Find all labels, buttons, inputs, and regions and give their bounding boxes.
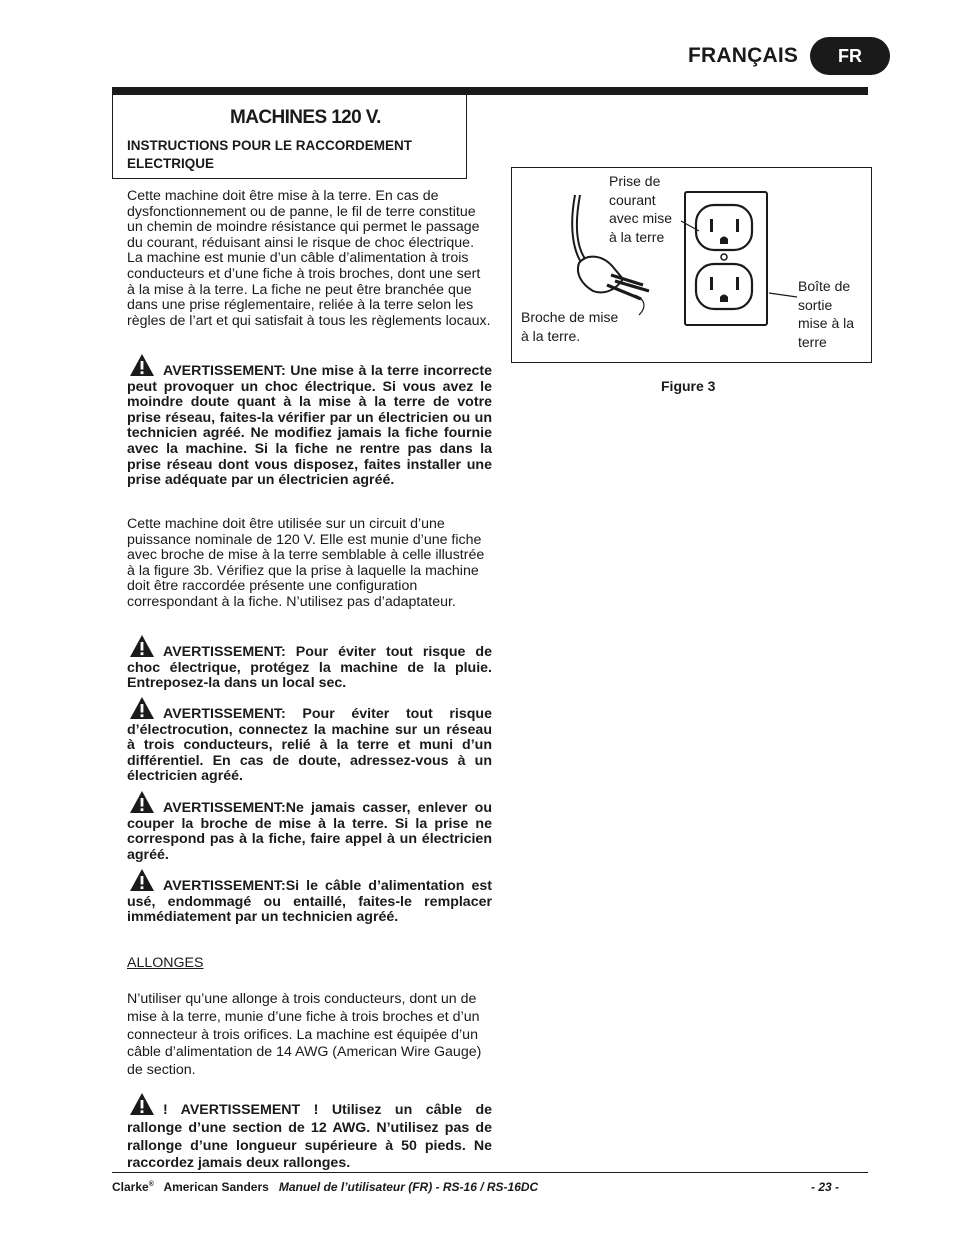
paragraph-text: Cette machine doit être utilisée sur un circuit d’une puissance nominale de 120 V. Elle est munie d’une fiche avec broche de mise à la terre semblable à celle illustrée à la figure 3b. Vérifiez que la prise à laquelle la machine doit être raccordée présente une configuration correspondant à la fiche. N’utilisez pas d’adaptateur.: [127, 516, 485, 610]
footer-brand: Clarke: [112, 1180, 149, 1194]
label-line: Boîte de: [798, 278, 851, 294]
extension-heading: ALLONGES: [127, 955, 204, 971]
language-badge: FR: [810, 37, 890, 75]
section-subtitle: INSTRUCTIONS POUR LE RACCORDEMENT ELECTRIQUE: [127, 138, 413, 171]
warning-electrocution: [127, 696, 492, 785]
label-line: Prise de: [609, 173, 661, 189]
warning-icon: [129, 634, 155, 658]
footer-text: [112, 1180, 538, 1194]
warning-ground-pin: [127, 790, 492, 863]
figure-label-outlet-box: [798, 277, 854, 351]
page-number: - 23 -: [811, 1180, 840, 1194]
warning-cable: [127, 868, 492, 926]
figure-label-ground-pin: [521, 308, 618, 345]
label-line: mise à la: [798, 315, 855, 331]
label-line: à la terre: [609, 228, 665, 245]
footer-reg: ®: [148, 1181, 154, 1188]
warning-text: AVERTISSEMENT:Ne jamais casser, enlever ou couper la broche de mise à la terre. Si la prise ne correspond pas à la fiche, faire appel à un électricien agréé.: [127, 800, 492, 863]
warning-text: AVERTISSEMENT:Si le câble d’alimentation est usé, endommagé ou entaillé, faites-le remplacer immédiatement par un technicien agréé.: [127, 878, 492, 926]
footer-company: American Sanders: [163, 1180, 269, 1194]
warning-icon: [129, 1092, 155, 1116]
paragraph-text: Cette machine doit être mise à la terre. En cas de dysfonctionnement ou de panne, le fil de terre constitue un chemin de moindre résistance qui permet le passage du courant, réduisant ainsi le risque de choc électrique. La machine est munie d’un câble d’alimentation à trois conducteurs et d’une fiche à trois broches, dont une sert à la mise à la terre. La fiche ne peut être branchée que dans une prise réglementaire, reliée à la terre selon les règles de l’art et qui satisfait à tous les règlements locaux.: [127, 188, 491, 329]
label-line: courant: [609, 191, 656, 208]
warning-icon: [129, 353, 155, 377]
label-line: terre: [798, 333, 827, 350]
figure-label-outlet: [609, 172, 672, 246]
warning-icon: [129, 868, 155, 892]
paragraph-text: N’utiliser qu’une allonge à trois conducteurs, dont un de mise à la terre, munie d’une fiche à trois broches et d’un connecteur à trois orifices. La machine est équipée d’un câble d’alimentation de 14 AWG (American Wire Gauge) de section.: [127, 991, 482, 1079]
warning-extension-length: [127, 1092, 492, 1173]
top-rule: [112, 87, 868, 95]
warning-grounding: [127, 353, 492, 489]
language-title: FRANÇAIS: [688, 44, 799, 67]
figure-caption: Figure 3: [661, 378, 716, 394]
warning-text: AVERTISSEMENT: Pour éviter tout risque de choc électrique, protégez la machine de la pluie. Entreposez-la dans un local sec.: [127, 644, 492, 692]
label-line: à la terre.: [521, 327, 581, 344]
warning-text: ! AVERTISSEMENT ! Utilisez un câble de rallonge d’une section de 12 AWG. N’utilisez pas de rallonge d’une longueur supérieure à 50 pieds. Ne raccordez jamais deux rallonges.: [127, 1102, 492, 1172]
section-title: MACHINES 120 V.: [230, 107, 381, 128]
paragraph-grounding: [127, 189, 492, 329]
label-line: Broche de mise: [521, 309, 619, 325]
footer-manual: Manuel de l’utilisateur (FR) - RS-16 / RS-16DC: [278, 1180, 539, 1194]
warning-icon: [129, 696, 155, 720]
paragraph-extensions: [127, 991, 492, 1080]
paragraph-circuit: [127, 517, 492, 611]
receptacle-bottom: [696, 264, 752, 309]
warning-text: AVERTISSEMENT: Pour éviter tout risque d’électrocution, connectez la machine sur un réseau à trois conducteurs, relié à la terre et muni d’un différentiel. En cas de doute, adressez-vous à un électricien agréé.: [127, 706, 492, 785]
bottom-rule: [112, 1172, 868, 1173]
warning-rain: [127, 634, 492, 692]
label-line: sortie: [798, 296, 833, 313]
warning-icon: [129, 790, 155, 814]
label-line: avec mise: [609, 210, 673, 226]
warning-text: AVERTISSEMENT: Une mise à la terre incorrecte peut provoquer un choc électrique. Si vous avez le moindre doute quant à la mise à la terre de votre prise réseau, faites-la vérifier par un électricien ou un technicien agréé. Ne modifiez jamais la fiche fournie avec la machine. Si la fiche ne rentre pas dans la prise réseau dont vous disposez, faites installer une prise adéquate par un électricien agréé.: [127, 363, 492, 489]
